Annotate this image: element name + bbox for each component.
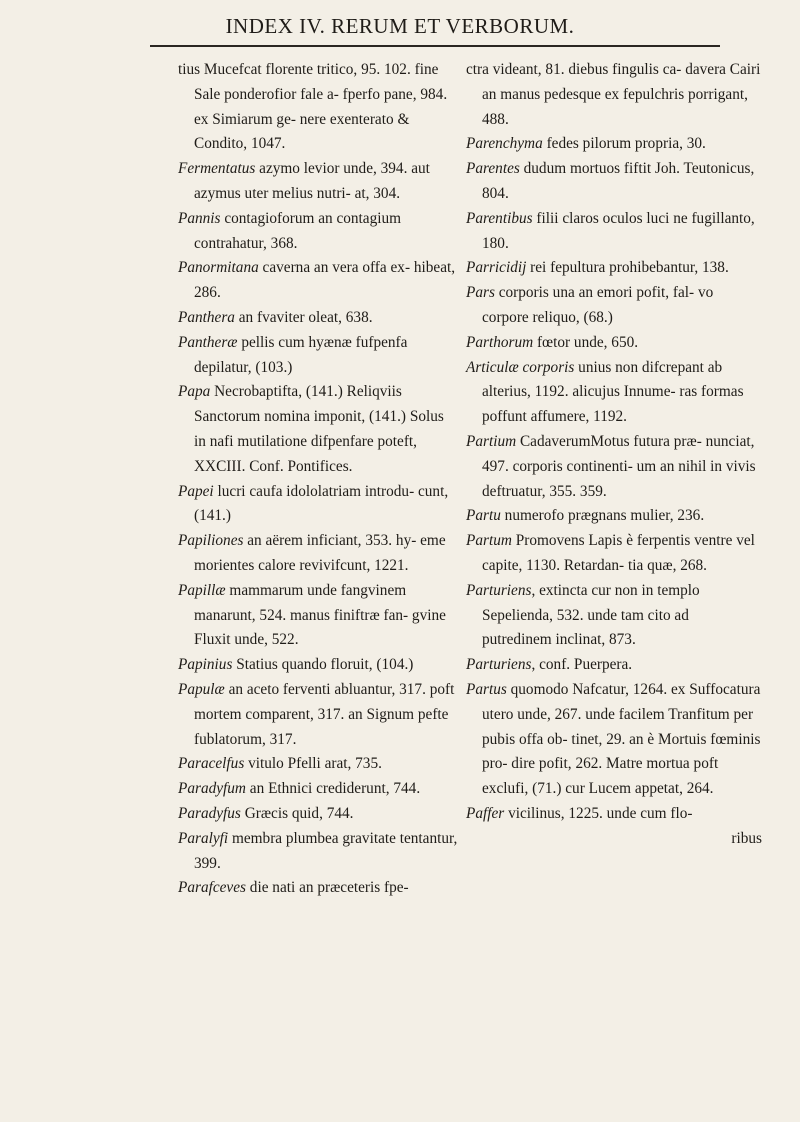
index-entry	[466, 331, 762, 356]
entry-text: die nati an præceteris fpe-	[245, 879, 409, 897]
entry-headword: Parenchyma	[466, 135, 543, 153]
entry-headword: Panormitana	[178, 259, 259, 277]
entry-headword: Paradyfum	[178, 780, 246, 798]
entry-text: Statius quando floruit, (104.)	[232, 656, 414, 674]
entry-headword: Partu	[466, 507, 501, 525]
index-entry	[178, 207, 458, 257]
index-entry	[178, 380, 458, 479]
entry-text: pellis cum hyænæ fufpenfa depilatur, (103.)	[194, 333, 408, 376]
entry-text: azymo levior unde, 394. aut azymus uter melius nutri- at, 304.	[194, 160, 430, 202]
index-entry	[466, 529, 762, 579]
index-entry	[178, 529, 458, 579]
page-header: INDEX IV. RERUM ET VERBORUM.	[225, 14, 575, 38]
entry-text: an aceto ferventi abluantur, 317. poft mortem comparent, 317. an Signum pefte fublatorum, 317.	[194, 680, 455, 748]
index-entry	[466, 802, 762, 827]
index-entry	[466, 207, 762, 257]
index-entry	[466, 256, 762, 281]
index-entry	[466, 356, 762, 430]
index-entry	[178, 306, 458, 331]
entry-headword: Panthera	[178, 308, 235, 326]
entry-headword: Pannis	[178, 209, 221, 227]
entry-text: membra plumbea gravitate tentantur, 399.	[194, 829, 458, 872]
index-entry	[178, 827, 458, 877]
entry-text: , extincta cur non in templo Sepelienda, 532. unde tam cito ad putredinem inclinat, 873.	[482, 581, 700, 649]
entry-text: an Ethnici crediderunt, 744.	[245, 780, 421, 798]
entry-text: contagioforum an contagium contrahatur, 368.	[194, 209, 402, 252]
index-entry	[178, 58, 458, 157]
index-entry	[178, 802, 458, 827]
index-entry	[466, 281, 762, 331]
index-entry	[466, 58, 762, 132]
entry-headword: Parentibus	[466, 209, 533, 227]
entry-text: mammarum unde fangvinem manarunt, 524. manus finiftræ fan- gvine Fluxit unde, 522.	[194, 581, 446, 649]
entry-text: Necrobaptifta, (141.) Reliqviis Sanctorum nomina imponit, (141.) Solus in nafi mutilatione difpenfare poteft, XXCIII. Conf. Pontifices.	[194, 383, 444, 475]
entry-text: tius Mucefcat florente tritico, 95. 102. fine Sale ponderofior fale a- fperfo pane, 984. ex Simiarum ge- nere exenterato & Condito, 1047.	[178, 61, 448, 153]
entry-text: dudum mortuos fiftit Joh. Teutonicus, 804.	[482, 160, 755, 202]
index-entry	[178, 157, 458, 207]
index-entry	[466, 157, 762, 207]
entry-headword: Parafceves	[178, 879, 246, 897]
entry-text: fedes pilorum propria, 30.	[542, 135, 706, 153]
entry-headword: Parricidij	[466, 259, 527, 277]
entry-headword: Fermentatus	[178, 160, 256, 178]
index-entry	[466, 579, 762, 653]
entry-headword: Paracelfus	[178, 755, 245, 773]
entry-headword: Pantheræ	[178, 333, 238, 351]
entry-text: rei fepultura prohibebantur, 138.	[526, 259, 729, 277]
index-entry	[466, 430, 762, 504]
index-entry	[466, 504, 762, 529]
entry-text: , conf. Puerpera.	[531, 656, 633, 674]
entry-headword: Papiliones	[178, 532, 244, 550]
entry-headword: Papinius	[178, 656, 233, 674]
entry-headword: Papa	[178, 383, 211, 401]
index-entry	[466, 132, 762, 157]
entry-headword: Partum	[466, 532, 512, 550]
entry-headword: Partus	[466, 680, 507, 698]
entry-headword: Pars	[466, 284, 495, 302]
right-column	[466, 58, 762, 852]
index-entry	[178, 331, 458, 381]
entry-text: unius non difcrepant ab alterius, 1192. alicujus Innume- ras formas poffunt affumere, 1192.	[482, 358, 744, 426]
entry-text: numerofo prægnans mulier, 236.	[500, 507, 705, 525]
entry-headword: Papillæ	[178, 581, 226, 599]
catchword: ribus	[731, 829, 762, 847]
entry-text: caverna an vera offa ex- hibeat, 286.	[194, 259, 456, 302]
index-entry	[178, 653, 458, 678]
entry-headword: Paffer	[466, 804, 505, 822]
entry-text: ctra videant, 81. diebus fingulis ca- davera Cairi an manus pedesque ex fepulchris porrigant, 488.	[466, 61, 761, 128]
entry-headword: Articulæ corporis	[466, 358, 575, 376]
index-entry	[178, 256, 458, 306]
left-column	[178, 58, 458, 901]
entry-text: vitulo Pfelli arat, 735.	[244, 755, 382, 773]
entry-headword: Parentes	[466, 160, 520, 178]
entry-text: corporis una an emori pofit, fal- vo corpore reliquo, (68.)	[482, 284, 714, 326]
index-entry	[178, 876, 458, 901]
entry-headword: Partium	[466, 432, 517, 450]
entry-headword: Parturiens	[466, 581, 532, 599]
entry-text: lucri caufa idololatriam introdu- cunt, (141.)	[194, 482, 449, 525]
entry-text: quomodo Nafcatur, 1264. ex Suffocatura utero unde, 267. unde facilem Tranfitum per pubis offa ob- tinet, 29. an è Mortuis fœminis pro- dire pofit, 262. Matre mortua poft exclufi, (71.) cur Lucem appetat, 264.	[482, 680, 761, 798]
index-entry	[466, 678, 762, 802]
index-entry	[178, 579, 458, 653]
entry-text: fœtor unde, 650.	[533, 333, 639, 351]
entry-headword: Paradyfus	[178, 804, 241, 822]
entry-headword: Papei	[178, 482, 214, 500]
entry-text: Græcis quid, 744.	[240, 804, 354, 822]
entry-text: vicilinus, 1225. unde cum flo-	[504, 804, 693, 822]
entry-text: Promovens Lapis è ferpentis ventre vel capite, 1130. Retardan- tia quæ, 268.	[482, 532, 755, 574]
index-entry	[466, 653, 762, 678]
index-entry	[178, 752, 458, 777]
header-rule	[150, 45, 720, 47]
entry-headword: Paralyfi	[178, 829, 229, 847]
entry-text: CadaverumMotus futura præ- nunciat, 497. corporis continenti- um an nihil in vivis deftruatur, 355. 359.	[482, 432, 756, 500]
entry-text: an aërem inficiant, 353. hy- eme morientes calore revivifcunt, 1221.	[194, 532, 446, 574]
index-entry	[178, 777, 458, 802]
index-entry	[178, 678, 458, 752]
entry-headword: Parthorum	[466, 333, 534, 351]
entry-headword: Parturiens	[466, 656, 532, 674]
entry-text: an fvaviter oleat, 638.	[234, 308, 373, 326]
entry-headword: Papulæ	[178, 680, 225, 698]
index-entry	[178, 480, 458, 530]
entry-text: filii claros oculos luci ne fugillanto, 180.	[482, 209, 755, 252]
